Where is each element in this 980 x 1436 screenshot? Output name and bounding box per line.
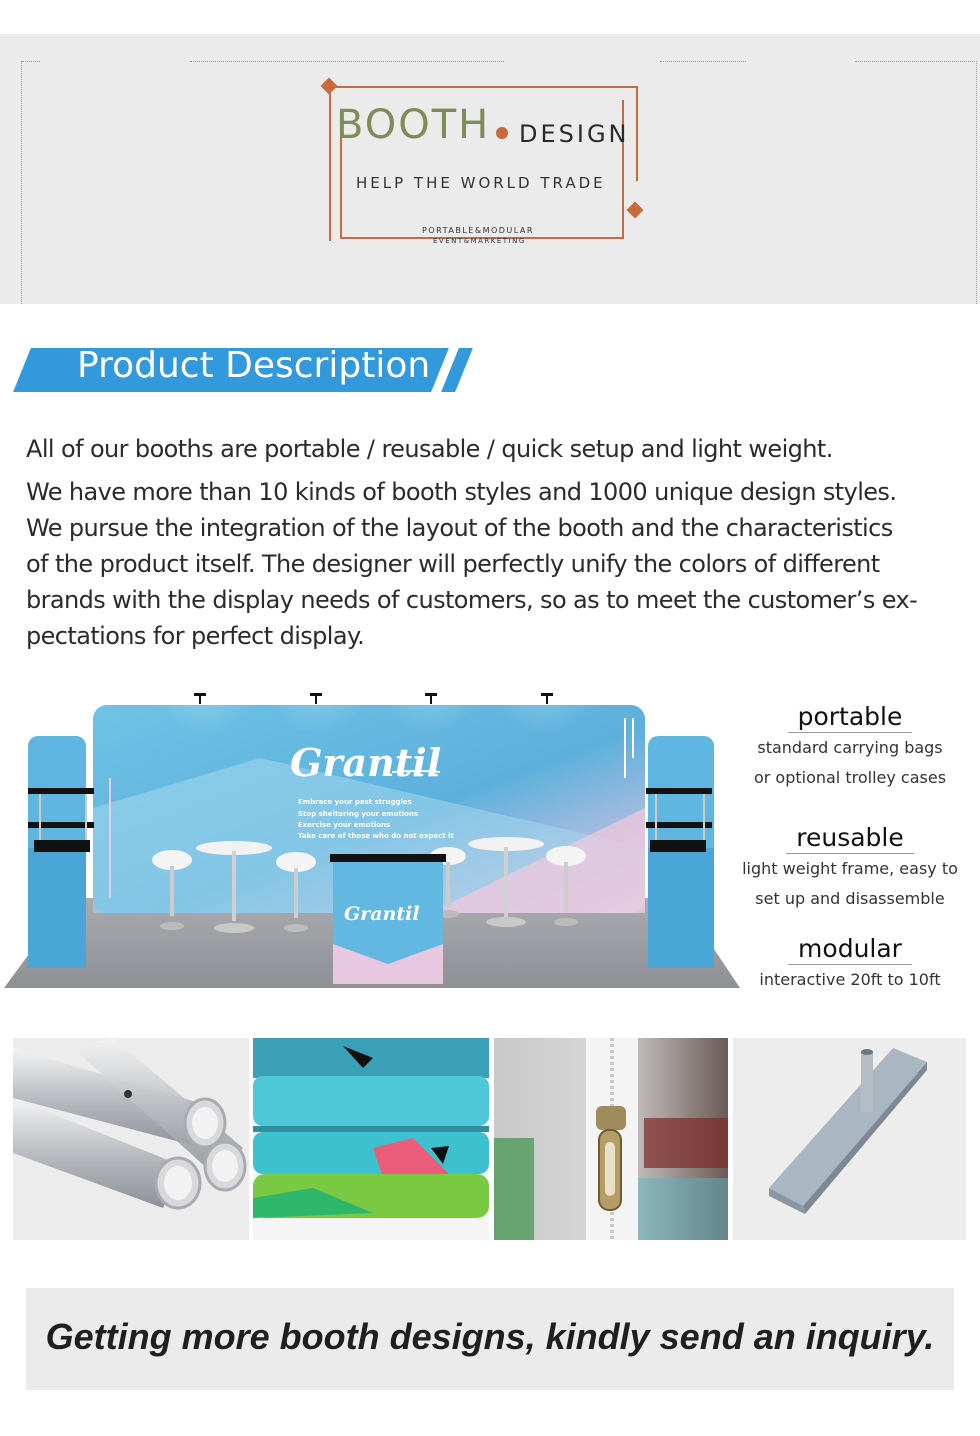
zipper-detail-photo [494, 1038, 728, 1240]
description-intro: All of our booths are portable / reusable / quick setup and light weight. [26, 435, 833, 463]
divider [855, 61, 975, 62]
divider [660, 61, 746, 62]
feature-modular [740, 934, 960, 995]
logo-tagline: HELP THE WORLD TRADE [356, 174, 606, 192]
counter-brand: Grantil [344, 903, 420, 925]
right-tower [646, 736, 714, 968]
aluminum-tubes-photo [13, 1038, 249, 1240]
description-line: We pursue the integration of the layout of the booth and the characteristics [26, 514, 893, 542]
feature-title: reusable [786, 823, 914, 854]
inquiry-text: Getting more booth designs, kindly send an inquiry. [45, 1316, 935, 1357]
logo-subtitle: PORTABLE&MODULAR [422, 226, 534, 235]
feature-line: light weight frame, easy to [742, 859, 958, 878]
booth-slogan: Embrace your past struggles [298, 798, 412, 806]
logo-brand-main: BOOTH [336, 102, 491, 148]
base-plate-photo [733, 1038, 966, 1240]
feature-title: portable [788, 702, 913, 733]
divider [21, 61, 22, 304]
logo-dot [496, 127, 508, 139]
booth-slogan: Take care of those who do not expect it [298, 832, 454, 840]
logo-subtitle: EVENT&MARKETING [433, 237, 526, 245]
description-line: pectations for perfect display. [26, 622, 365, 650]
header-banner [0, 34, 980, 304]
divider [22, 61, 40, 62]
section-title: Product Description [77, 345, 431, 386]
description-line: We have more than 10 kinds of booth styles and 1000 unique design styles. [26, 478, 897, 506]
feature-line: interactive 20ft to 10ft [759, 970, 941, 989]
inquiry-banner [26, 1288, 954, 1390]
booth-slogan: Exercise your emotions [298, 821, 391, 829]
feature-portable [740, 702, 960, 793]
booth-brand: Grantil [290, 740, 442, 785]
feature-line: set up and disassemble [755, 889, 945, 908]
feature-reusable [740, 823, 960, 914]
description-body [26, 474, 917, 654]
reception-counter [330, 854, 446, 984]
booth-illustration [0, 688, 740, 993]
logo-brand-secondary: DESIGN [519, 120, 630, 148]
printed-fabric-photo [253, 1038, 489, 1240]
left-tower [28, 736, 94, 968]
feature-line: or optional trolley cases [753, 768, 947, 787]
feature-title: modular [788, 934, 912, 965]
description-line: brands with the display needs of customers, so as to meet the customer’s ex- [26, 586, 918, 614]
divider [976, 61, 977, 304]
booth-slogan: Stop sheltering your emotions [298, 810, 419, 818]
description-line: of the product itself. The designer will perfectly unify the colors of different [26, 550, 880, 578]
divider [190, 61, 504, 62]
feature-line: standard carrying bags [757, 738, 943, 757]
